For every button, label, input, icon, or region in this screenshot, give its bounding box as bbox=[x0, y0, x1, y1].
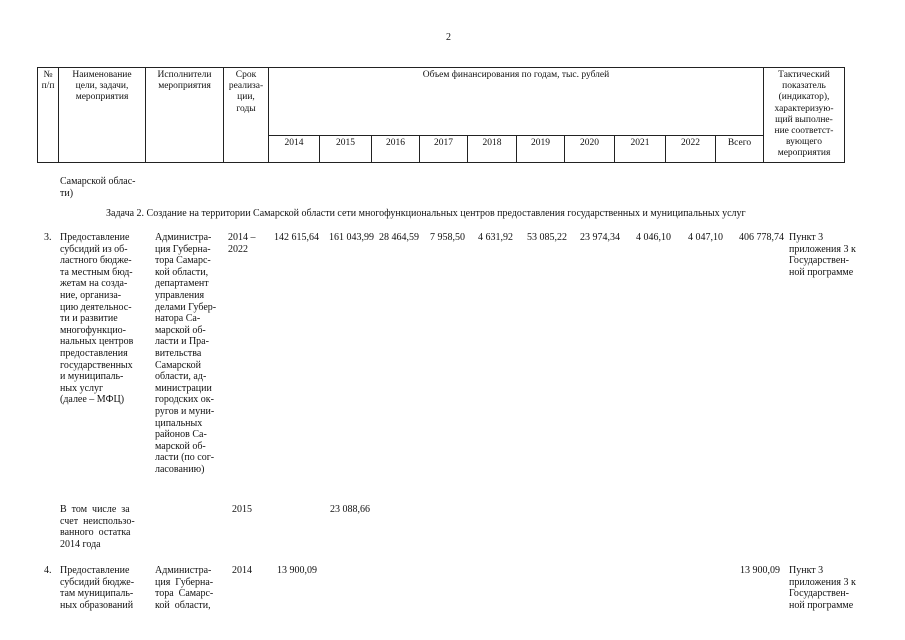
subrow-val-2015: 23 088,66 bbox=[330, 504, 370, 515]
row-4-executor: Администра- ция Губерна- тора Самарс- кой области, bbox=[155, 565, 214, 611]
row-3-val-2017: 7 958,50 bbox=[430, 232, 465, 243]
header-term: Срок реализа- ции, годы bbox=[224, 68, 269, 163]
year-2022: 2022 bbox=[666, 136, 716, 162]
header-executor: Исполнители мероприятия bbox=[146, 68, 224, 163]
row-3-val-total: 406 778,74 bbox=[739, 232, 784, 243]
year-2020: 2020 bbox=[565, 136, 615, 162]
row-3-val-2019: 53 085,22 bbox=[527, 232, 567, 243]
year-2014: 2014 bbox=[269, 136, 320, 162]
row-4-indicator: Пункт 3 приложения 3 к Государствен- ной программе bbox=[789, 565, 856, 611]
row-4-name: Предоставление субсидий бюдже- там муниципаль- ных образований bbox=[60, 565, 135, 611]
row-4-num: 4. bbox=[44, 565, 52, 576]
header-funding: Объем финансирования по годам, тыс. рублей bbox=[269, 68, 764, 136]
row-4-val-2014: 13 900,09 bbox=[277, 565, 317, 576]
year-2021: 2021 bbox=[615, 136, 666, 162]
row-3-val-2022: 4 047,10 bbox=[688, 232, 723, 243]
header-indicator: Тактический показатель (индикатор), характеризую- щий выполне- ние соответст- вующего мероприятия bbox=[764, 68, 845, 163]
row-3-num: 3. bbox=[44, 232, 52, 243]
row-3-val-2016: 28 464,59 bbox=[379, 232, 419, 243]
header-name: Наименование цели, задачи, мероприятия bbox=[59, 68, 146, 163]
task-2-heading: Задача 2. Создание на территории Самарской области сети многофункциональных центров предоставления государственных и муниципальных услуг bbox=[106, 208, 746, 219]
page-number: 2 bbox=[446, 32, 451, 43]
row-4-term: 2014 bbox=[232, 565, 252, 576]
subrow-name: В том числе за счет неиспользо- ванного остатка 2014 года bbox=[60, 504, 135, 550]
row-3-executor: Администра- ция Губерна- тора Самарс- кой области, департамент управления делами Губер- натора Са- марской об- ласти и Пра- вительства Самарской области, ад- министрации городских ок- ругов и муни- ципальных районов Са- марской об- ласти (по сог- ласованию) bbox=[155, 232, 217, 475]
year-2015: 2015 bbox=[320, 136, 372, 162]
row-3-val-2020: 23 974,34 bbox=[580, 232, 620, 243]
year-2019: 2019 bbox=[517, 136, 565, 162]
row-3-val-2021: 4 046,10 bbox=[636, 232, 671, 243]
year-2018: 2018 bbox=[468, 136, 517, 162]
subrow-term: 2015 bbox=[232, 504, 252, 515]
row-3-val-2015: 161 043,99 bbox=[329, 232, 374, 243]
table-header bbox=[37, 67, 845, 163]
row-3-indicator: Пункт 3 приложения 3 к Государствен- ной программе bbox=[789, 232, 856, 278]
row-4-val-total: 13 900,09 bbox=[740, 565, 780, 576]
year-2017: 2017 bbox=[420, 136, 468, 162]
continuation-text: Самарской облас- ти) bbox=[60, 176, 136, 199]
row-3-val-2018: 4 631,92 bbox=[478, 232, 513, 243]
row-3-name: Предоставление субсидий из об- ластного бюдже- та местным бюд- жетам на созда- ние, организа- цию деятельнос- ти и развитие многофункцио- нальных центров предоставления государственных и муниципаль- ных услуг (далее – МФЦ) bbox=[60, 232, 134, 406]
header-num: № п/п bbox=[38, 68, 59, 163]
year-total: Всего bbox=[716, 136, 764, 162]
row-3-term: 2014 – 2022 bbox=[228, 232, 256, 255]
row-3-val-2014: 142 615,64 bbox=[274, 232, 319, 243]
year-2016: 2016 bbox=[372, 136, 420, 162]
